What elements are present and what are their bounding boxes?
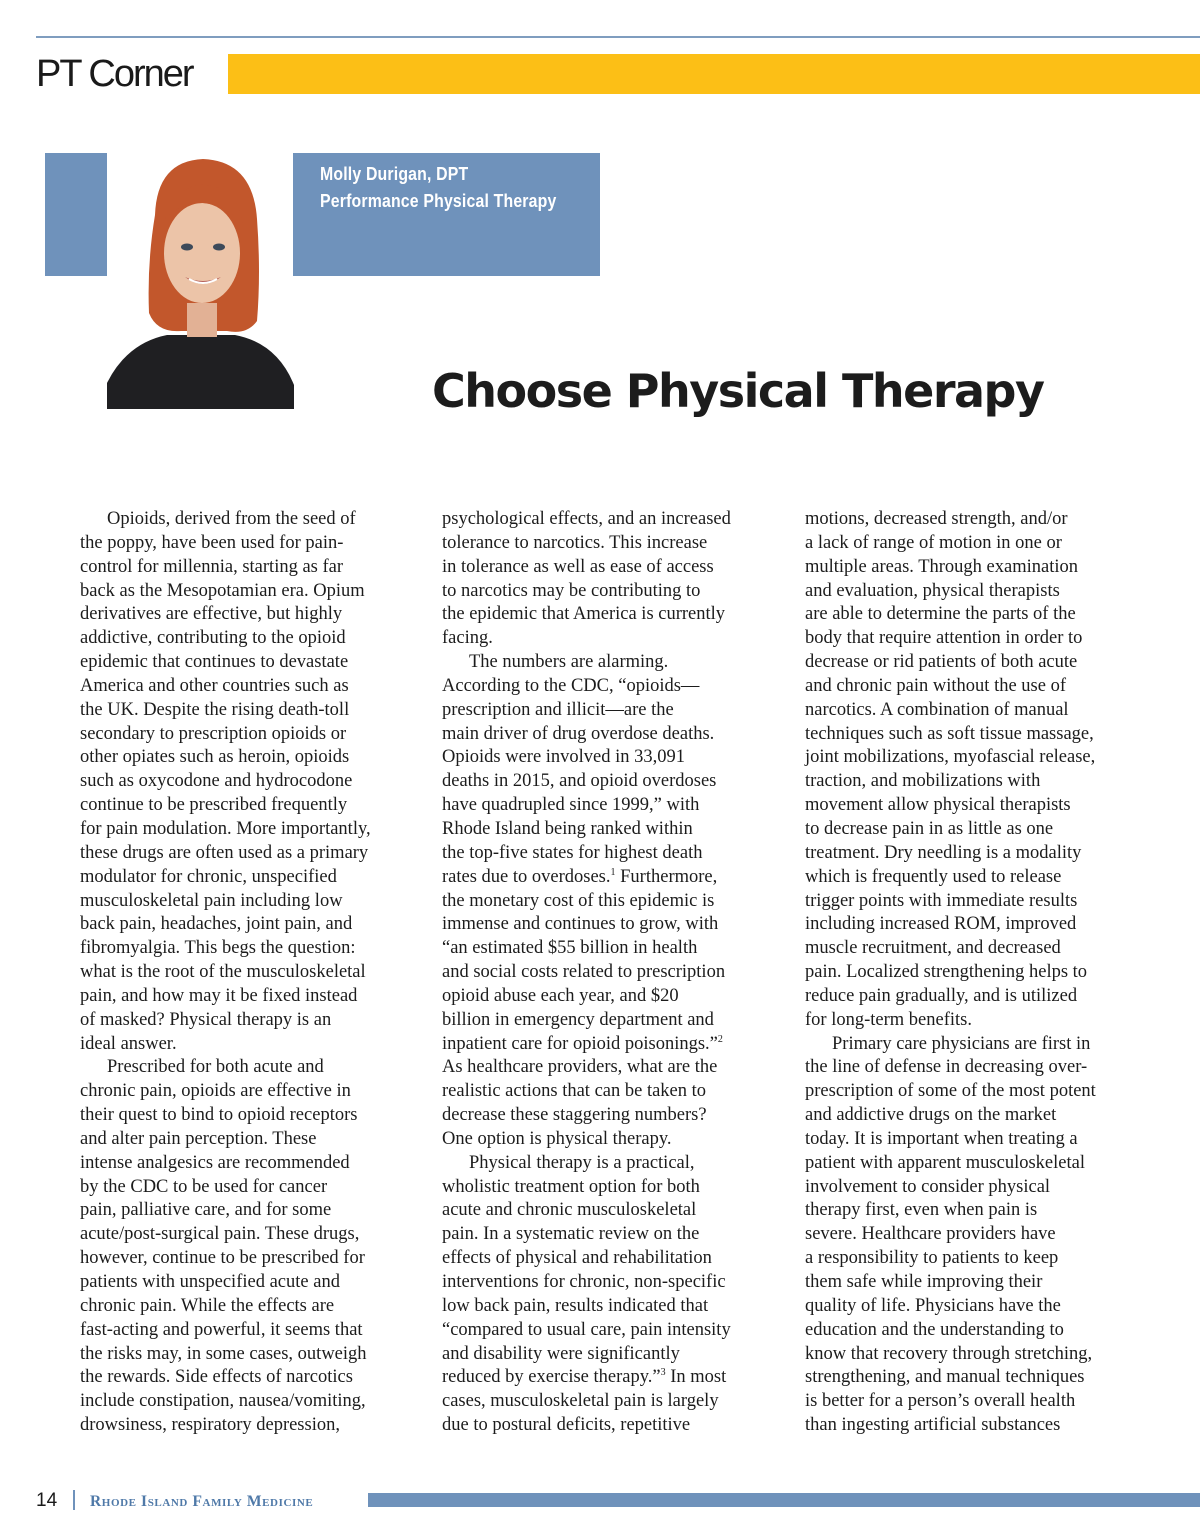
line-text: psychological effects, and an increased: [442, 509, 731, 529]
page-number: 14: [36, 1490, 58, 1511]
line-text-continued: In most: [665, 1367, 727, 1388]
body-text-line: [80, 508, 425, 532]
line-text: decrease or rid patients of both acute: [805, 652, 1078, 673]
body-text-line: [80, 1271, 425, 1295]
line-text: realistic actions that can be taken to: [442, 1081, 707, 1102]
body-text-line: [442, 1343, 787, 1367]
body-text-line: [805, 842, 1150, 866]
body-text-line: [80, 1104, 425, 1128]
body-text-line: [442, 580, 787, 604]
body-text-line: [442, 1033, 787, 1057]
body-text-line: [442, 1223, 787, 1247]
line-text: main driver of drug overdose deaths.: [442, 723, 715, 744]
line-text: The numbers are alarming.: [469, 652, 669, 673]
body-text-line: [80, 1009, 425, 1033]
body-text-line: [80, 961, 425, 985]
body-text-line: [805, 1152, 1150, 1176]
body-text-line: [80, 1199, 425, 1223]
line-text: “compared to usual care, pain intensity: [442, 1319, 731, 1340]
body-text-line: [80, 627, 425, 651]
line-text: to narcotics may be contributing to: [442, 580, 701, 601]
line-text: which is frequently used to release: [805, 866, 1062, 887]
footer-separator: [73, 1490, 75, 1510]
body-text-line: [805, 1104, 1150, 1128]
body-text-line: [80, 866, 425, 890]
body-text-line: [805, 1080, 1150, 1104]
top-rule: [36, 36, 1200, 38]
line-text: them safe while improving their: [805, 1272, 1043, 1292]
line-text: opioid abuse each year, and $20: [442, 985, 679, 1006]
author-byline: [293, 153, 600, 276]
body-text-line: [80, 1056, 425, 1080]
line-text: drowsiness, respiratory depression,: [80, 1415, 340, 1436]
line-text: ideal answer.: [80, 1033, 177, 1054]
body-text-line: [80, 1247, 425, 1271]
line-text: body that require attention in order to: [805, 628, 1083, 649]
line-text: however, continue to be prescribed for: [80, 1248, 365, 1269]
body-text-line: [80, 937, 425, 961]
body-text-line: [805, 961, 1150, 985]
body-text-line: [442, 627, 787, 651]
article-title: Choose Physical Therapy: [432, 364, 1044, 418]
line-text: reduce pain gradually, and is utilized: [805, 985, 1078, 1006]
line-text: include constipation, nausea/vomiting,: [80, 1391, 366, 1412]
line-text: therapy first, even when pain is: [805, 1200, 1038, 1221]
line-text: and alter pain perception. These: [80, 1128, 317, 1149]
line-text: the top-five states for highest death: [442, 842, 703, 863]
line-text: Opioids, derived from the seed of: [107, 509, 356, 529]
body-text-line: [442, 1319, 787, 1343]
line-text: a lack of range of motion in one or: [805, 532, 1062, 553]
line-text: for long-term benefits.: [805, 1009, 972, 1030]
line-text: Opioids were involved in 33,091: [442, 747, 686, 768]
body-text-line: [80, 746, 425, 770]
body-text-line: [805, 1176, 1150, 1200]
line-text: “an estimated $55 billion in health: [442, 938, 698, 959]
body-text-line: [805, 818, 1150, 842]
line-text: their quest to bind to opioid receptors: [80, 1105, 358, 1126]
body-text-line: [805, 580, 1150, 604]
body-text-line: [442, 699, 787, 723]
line-text: such as oxycodone and hydrocodone: [80, 771, 353, 792]
citation-superscript: 2: [717, 1033, 723, 1045]
body-text-line: [442, 1128, 787, 1152]
line-text: patients with unspecified acute and: [80, 1272, 340, 1292]
line-text: immense and continues to grow, with: [442, 914, 719, 935]
line-text: fibromyalgia. This begs the question:: [80, 938, 356, 959]
body-text-line: [442, 794, 787, 818]
line-text: the rewards. Side effects of narcotics: [80, 1367, 353, 1388]
line-text: traction, and mobilizations with: [805, 771, 1041, 792]
line-text: inpatient care for opioid poisonings.”: [442, 1033, 718, 1054]
section-label: PT Corner: [36, 53, 193, 95]
line-text: these drugs are often used as a primary: [80, 842, 369, 863]
decorative-blue-block: [45, 153, 107, 276]
line-text: is better for a person’s overall health: [805, 1391, 1076, 1412]
body-text-line: [442, 1366, 787, 1390]
body-text-line: [442, 985, 787, 1009]
line-text: treatment. Dry needling is a modality: [805, 842, 1082, 863]
body-text-line: [80, 1366, 425, 1390]
line-text: by the CDC to be used for cancer: [80, 1176, 328, 1197]
body-text-line: [805, 723, 1150, 747]
article-column-3: [805, 508, 1150, 1438]
body-text-line: [80, 1295, 425, 1319]
line-text: America and other countries such as: [80, 675, 349, 696]
body-text-line: [80, 651, 425, 675]
line-text: epidemic that continues to devastate: [80, 652, 349, 673]
line-text: intense analgesics are recommended: [80, 1152, 350, 1173]
body-text-line: [805, 651, 1150, 675]
header-accent-bar: [228, 54, 1200, 94]
body-text-line: [805, 1247, 1150, 1271]
body-text-line: [80, 1319, 425, 1343]
line-text: reduced by exercise therapy.”: [442, 1367, 661, 1388]
line-text: chronic pain. While the effects are: [80, 1295, 335, 1316]
line-text: to decrease pain in as little as one: [805, 818, 1054, 839]
body-text-line: [805, 1033, 1150, 1057]
body-text-line: [805, 1390, 1150, 1414]
body-text-line: [442, 1056, 787, 1080]
line-text: have quadrupled since 1999,” with: [442, 795, 700, 816]
body-text-line: [805, 1295, 1150, 1319]
body-text-line: [805, 1366, 1150, 1390]
body-text-line: [80, 723, 425, 747]
line-text: fast-acting and powerful, it seems that: [80, 1319, 363, 1340]
line-text: quality of life. Physicians have the: [805, 1295, 1061, 1316]
line-text: patient with apparent musculoskeletal: [805, 1152, 1085, 1173]
line-text: and disability were significantly: [442, 1343, 680, 1364]
line-text: and addictive drugs on the market: [805, 1105, 1057, 1126]
line-text: pain, and how may it be fixed instead: [80, 985, 358, 1006]
body-text-line: [80, 890, 425, 914]
body-text-line: [442, 770, 787, 794]
body-text-line: [80, 794, 425, 818]
line-text: joint mobilizations, myofascial release,: [805, 747, 1096, 768]
line-text: strengthening, and manual techniques: [805, 1367, 1085, 1388]
body-text-line: [805, 508, 1150, 532]
body-text-line: [805, 1128, 1150, 1152]
line-text: musculoskeletal pain including low: [80, 890, 343, 911]
line-text: for pain modulation. More importantly,: [80, 818, 371, 839]
line-text: including increased ROM, improved: [805, 914, 1077, 935]
body-text-line: [805, 627, 1150, 651]
body-text-line: [805, 532, 1150, 556]
body-text-line: [805, 1319, 1150, 1343]
body-text-line: [80, 913, 425, 937]
body-text-line: [442, 1009, 787, 1033]
body-text-line: [80, 699, 425, 723]
line-text: the risks may, in some cases, outweigh: [80, 1343, 367, 1364]
body-text-line: [80, 770, 425, 794]
footer-accent-bar: [368, 1493, 1200, 1507]
line-text: prescription of some of the most potent: [805, 1081, 1096, 1102]
line-text: secondary to prescription opioids or: [80, 723, 347, 744]
body-text-line: [805, 1223, 1150, 1247]
line-text: are able to determine the parts of the: [805, 604, 1076, 625]
line-text: involvement to consider physical: [805, 1176, 1051, 1197]
body-text-line: [805, 770, 1150, 794]
line-text: due to postural deficits, repetitive: [442, 1415, 691, 1436]
body-text-line: [805, 1271, 1150, 1295]
line-text: today. It is important when treating a: [805, 1128, 1078, 1149]
line-text: the line of defense in decreasing over-: [805, 1057, 1088, 1078]
line-text: than ingesting artificial substances: [805, 1415, 1061, 1436]
line-text: the UK. Despite the rising death-toll: [80, 699, 350, 720]
body-text-line: [80, 1343, 425, 1367]
author-affiliation: Performance Physical Therapy: [320, 191, 557, 211]
body-text-line: [80, 985, 425, 1009]
line-text: education and the understanding to: [805, 1319, 1064, 1340]
body-text-line: [805, 890, 1150, 914]
body-text-line: [80, 556, 425, 580]
line-text: effects of physical and rehabilitation: [442, 1248, 712, 1269]
line-text: in tolerance as well as ease of access: [442, 556, 714, 577]
line-text: back as the Mesopotamian era. Opium: [80, 580, 365, 601]
body-text-line: [442, 1199, 787, 1223]
body-text-line: [805, 794, 1150, 818]
body-text-line: [805, 556, 1150, 580]
line-text: tolerance to narcotics. This increase: [442, 532, 708, 553]
body-text-line: [442, 1271, 787, 1295]
line-text: trigger points with immediate results: [805, 890, 1078, 911]
line-text: chronic pain, opioids are effective in: [80, 1081, 351, 1102]
line-text: deaths in 2015, and opioid overdoses: [442, 771, 717, 792]
body-text-line: [805, 1343, 1150, 1367]
line-text: Rhode Island being ranked within: [442, 818, 693, 839]
body-text-line: [442, 1080, 787, 1104]
body-text-line: [805, 603, 1150, 627]
body-text-line: [442, 723, 787, 747]
line-text: wholistic treatment option for both: [442, 1176, 700, 1197]
line-text-continued: Furthermore,: [615, 866, 718, 887]
body-text-line: [80, 1414, 425, 1438]
body-text-line: [442, 532, 787, 556]
line-text: modulator for chronic, unspecified: [80, 866, 337, 887]
body-text-line: [80, 818, 425, 842]
line-text: pain, palliative care, and for some: [80, 1200, 332, 1221]
line-text: the poppy, have been used for pain-: [80, 532, 344, 553]
line-text: and social costs related to prescription: [442, 962, 726, 983]
line-text: interventions for chronic, non-specific: [442, 1272, 726, 1292]
publication-name: Rhode Island Family Medicine: [90, 1493, 314, 1510]
body-text-line: [80, 1176, 425, 1200]
line-text: rates due to overdoses.: [442, 866, 611, 887]
line-text: facing.: [442, 628, 493, 649]
body-text-line: [442, 603, 787, 627]
body-text-line: [442, 1414, 787, 1438]
body-text-line: [442, 890, 787, 914]
body-text-line: [80, 842, 425, 866]
line-text: Prescribed for both acute and: [107, 1057, 324, 1078]
body-text-line: [80, 1080, 425, 1104]
line-text: Primary care physicians are first in: [832, 1033, 1091, 1054]
body-text-line: [442, 866, 787, 890]
line-text: back pain, headaches, joint pain, and: [80, 914, 353, 935]
body-text-line: [442, 556, 787, 580]
body-text-line: [80, 532, 425, 556]
line-text: movement allow physical therapists: [805, 795, 1071, 816]
body-text-line: [442, 913, 787, 937]
line-text: muscle recruitment, and decreased: [805, 938, 1061, 959]
line-text: Physical therapy is a practical,: [469, 1152, 695, 1173]
body-text-line: [442, 1295, 787, 1319]
body-text-line: [442, 1152, 787, 1176]
line-text: derivatives are effective, but highly: [80, 604, 343, 625]
body-text-line: [442, 818, 787, 842]
line-text: and evaluation, physical therapists: [805, 580, 1060, 601]
line-text: prescription and illicit—are the: [442, 699, 674, 720]
line-text: According to the CDC, “opioids—: [442, 675, 700, 696]
line-text: know that recovery through stretching,: [805, 1343, 1093, 1364]
line-text: pain. Localized strengthening helps to: [805, 962, 1088, 983]
body-text-line: [805, 1056, 1150, 1080]
line-text: decrease these staggering numbers?: [442, 1105, 707, 1126]
body-text-line: [80, 1152, 425, 1176]
line-text: low back pain, results indicated that: [442, 1295, 709, 1316]
body-text-line: [80, 1033, 425, 1057]
body-text-line: [805, 985, 1150, 1009]
line-text: billion in emergency department and: [442, 1009, 714, 1030]
line-text: pain. In a systematic review on the: [442, 1224, 700, 1245]
body-text-line: [80, 1390, 425, 1414]
line-text: addictive, contributing to the opioid: [80, 628, 346, 649]
citation-superscript: 1: [610, 866, 616, 878]
author-photo: [107, 153, 294, 409]
line-text: As healthcare providers, what are the: [442, 1057, 718, 1078]
body-text-line: [805, 1009, 1150, 1033]
body-text-line: [80, 675, 425, 699]
body-text-line: [442, 651, 787, 675]
body-text-line: [442, 1247, 787, 1271]
line-text: control for millennia, starting as far: [80, 556, 344, 577]
line-text: and chronic pain without the use of: [805, 675, 1066, 696]
body-text-line: [805, 699, 1150, 723]
line-text: the monetary cost of this epidemic is: [442, 890, 715, 911]
body-text-line: [805, 866, 1150, 890]
line-text: other opiates such as heroin, opioids: [80, 747, 350, 768]
body-text-line: [805, 913, 1150, 937]
body-text-line: [442, 675, 787, 699]
line-text: what is the root of the musculoskeletal: [80, 962, 366, 983]
line-text: One option is physical therapy.: [442, 1128, 672, 1149]
body-text-line: [80, 580, 425, 604]
line-text: multiple areas. Through examination: [805, 556, 1078, 577]
author-name: Molly Durigan, DPT: [320, 164, 469, 184]
body-text-line: [442, 1104, 787, 1128]
body-text-line: [442, 1176, 787, 1200]
body-text-line: [442, 842, 787, 866]
line-text: narcotics. A combination of manual: [805, 699, 1069, 720]
body-text-line: [442, 937, 787, 961]
line-text: the epidemic that America is currently: [442, 604, 726, 625]
body-text-line: [442, 746, 787, 770]
line-text: acute/post-surgical pain. These drugs,: [80, 1224, 360, 1245]
line-text: motions, decreased strength, and/or: [805, 509, 1068, 529]
body-text-line: [80, 1223, 425, 1247]
body-text-line: [805, 746, 1150, 770]
article-column-2: [442, 508, 787, 1438]
line-text: continue to be prescribed frequently: [80, 795, 348, 816]
body-text-line: [80, 603, 425, 627]
line-text: techniques such as soft tissue massage,: [805, 723, 1094, 744]
line-text: cases, musculoskeletal pain is largely: [442, 1391, 719, 1412]
article-column-1: [80, 508, 425, 1438]
line-text: acute and chronic musculoskeletal: [442, 1200, 697, 1221]
line-text: severe. Healthcare providers have: [805, 1224, 1056, 1245]
line-text: a responsibility to patients to keep: [805, 1248, 1059, 1269]
body-text-line: [805, 937, 1150, 961]
line-text: of masked? Physical therapy is an: [80, 1009, 332, 1030]
body-text-line: [805, 1414, 1150, 1438]
body-text-line: [805, 1199, 1150, 1223]
body-text-line: [805, 675, 1150, 699]
body-text-line: [442, 1390, 787, 1414]
body-text-line: [442, 961, 787, 985]
citation-superscript: 3: [660, 1367, 666, 1379]
body-text-line: [442, 508, 787, 532]
body-text-line: [80, 1128, 425, 1152]
